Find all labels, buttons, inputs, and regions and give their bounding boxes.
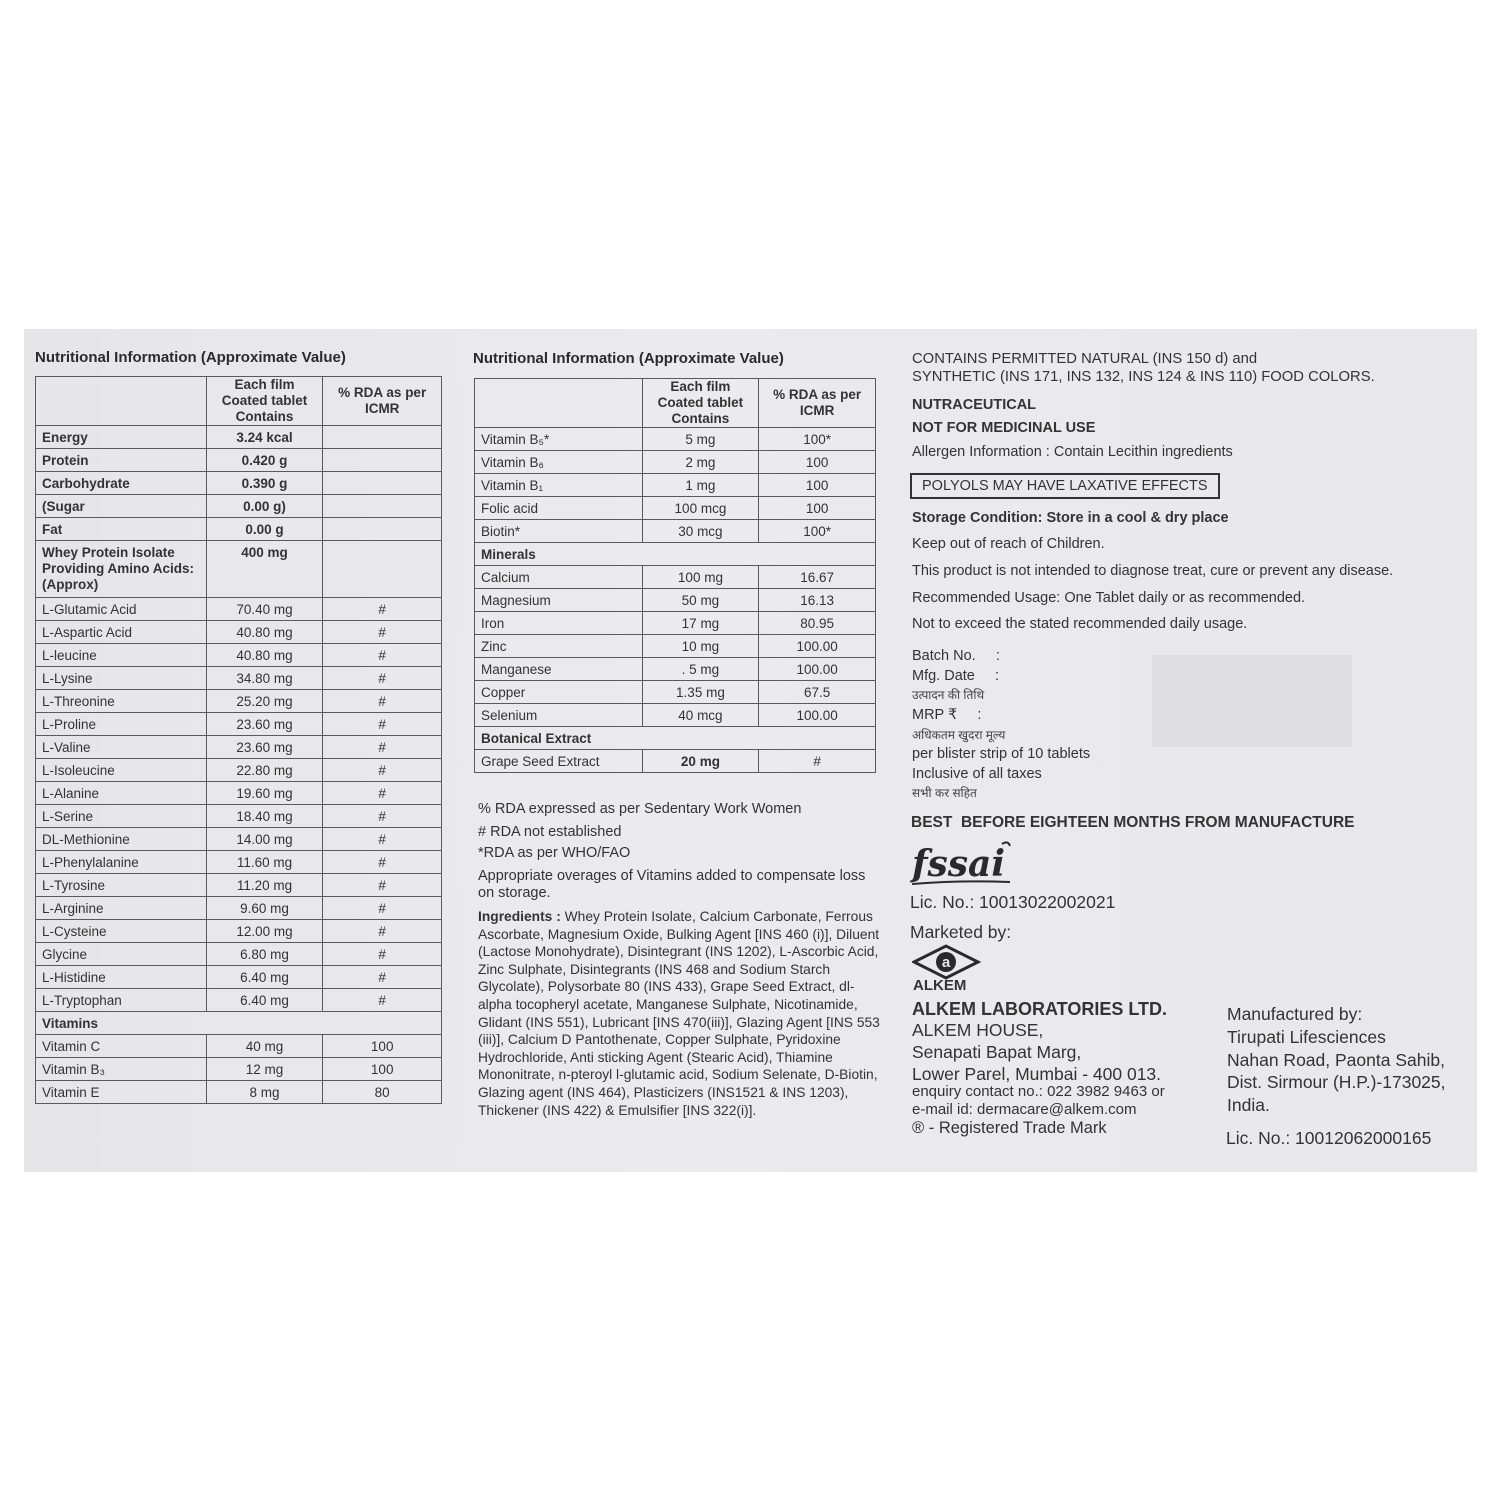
table-cell: 34.80 mg (206, 667, 323, 690)
middle-nutrition-table (474, 378, 876, 773)
enquiry-contact: enquiry contact no.: 022 3982 9463 or (912, 1083, 1165, 1100)
table-cell: Minerals (475, 543, 876, 566)
table-cell: 23.60 mg (206, 736, 323, 759)
table-cell: # (323, 736, 442, 759)
table-cell: 9.60 mg (206, 897, 323, 920)
table-cell: 30 mcg (642, 520, 759, 543)
table-row (36, 782, 442, 805)
table-row (475, 612, 876, 635)
table-cell (323, 495, 442, 518)
table-cell: 67.5 (759, 681, 876, 704)
table-cell: % RDA as per ICMR (323, 377, 442, 426)
rda-not-note: # RDA not established (478, 824, 622, 840)
table-cell: # (323, 943, 442, 966)
table-row (36, 828, 442, 851)
price-label-area (1152, 655, 1352, 747)
mfr-lic-no: Lic. No.: 10012062000165 (1226, 1128, 1432, 1148)
mfr-line4: India. (1227, 1095, 1270, 1115)
table-cell: L-Valine (36, 736, 207, 759)
mfr-line3: Dist. Sirmour (H.P.)-173025, (1227, 1072, 1446, 1092)
table-cell: Botanical Extract (475, 727, 876, 750)
table-cell: 100 (323, 1035, 442, 1058)
table-row (36, 1081, 442, 1104)
table-cell: Copper (475, 681, 643, 704)
table-row (36, 713, 442, 736)
ingredients (478, 908, 883, 1119)
table-row (475, 451, 876, 474)
mrp-hindi: अधिकतम खुदरा मूल्य (912, 728, 1006, 742)
table-cell: # (323, 644, 442, 667)
table-cell (323, 449, 442, 472)
table-row (36, 495, 442, 518)
table-cell: 0.00 g (206, 518, 323, 541)
table-cell: 40 mg (206, 1035, 323, 1058)
table-cell: 100.00 (759, 658, 876, 681)
table-cell (323, 541, 442, 598)
table-cell: Vitamin B₃ (36, 1058, 207, 1081)
table-row (36, 989, 442, 1012)
table-cell: # (323, 828, 442, 851)
table-cell: 1 mg (642, 474, 759, 497)
table-cell: L-Phenylalanine (36, 851, 207, 874)
table-cell: 100 (759, 474, 876, 497)
table-row (36, 621, 442, 644)
whey-row (36, 541, 442, 598)
table-cell: 6.40 mg (206, 966, 323, 989)
table-cell: L-Aspartic Acid (36, 621, 207, 644)
keep-out: Keep out of reach of Children. (912, 536, 1105, 552)
table-cell: Each film Coated tablet Contains (206, 377, 323, 426)
table-cell: Each film Coated tablet Contains (642, 379, 759, 428)
table-row (475, 497, 876, 520)
table-row (475, 635, 876, 658)
table-cell: 2 mg (642, 451, 759, 474)
table-row (475, 566, 876, 589)
mfg-date: Mfg. Date : (912, 668, 1000, 684)
table-cell: Vitamin B₆ (475, 451, 643, 474)
table-cell: 14.00 mg (206, 828, 323, 851)
table-cell: Grape Seed Extract (475, 750, 643, 773)
table-cell: . 5 mg (642, 658, 759, 681)
table-cell: 100.00 (759, 635, 876, 658)
per-strip: per blister strip of 10 tablets (912, 746, 1091, 762)
company-name: ALKEM LABORATORIES LTD. (912, 999, 1167, 1019)
table-cell: 3.24 kcal (206, 426, 323, 449)
table-cell: 80 (323, 1081, 442, 1104)
middle-table-title: Nutritional Information (Approximate Value) (473, 350, 784, 367)
not-exceed: Not to exceed the stated recommended daily usage. (912, 616, 1248, 632)
table-cell: Calcium (475, 566, 643, 589)
table-cell (475, 379, 643, 428)
table-cell: Vitamin E (36, 1081, 207, 1104)
address-line2: Senapati Bapat Marg, (912, 1042, 1082, 1062)
table-cell: Vitamin B₁ (475, 474, 643, 497)
table-cell: L-Serine (36, 805, 207, 828)
table-cell: # (323, 851, 442, 874)
inclusive-taxes: Inclusive of all taxes (912, 766, 1042, 782)
table-row (36, 920, 442, 943)
table-cell: # (323, 966, 442, 989)
polyols-warning (910, 473, 1220, 499)
table-cell: 100* (759, 428, 876, 451)
table-cell: 22.80 mg (206, 759, 323, 782)
table-cell: 40.80 mg (206, 621, 323, 644)
table-row (475, 428, 876, 451)
table-cell: Magnesium (475, 589, 643, 612)
table-cell: Vitamin B₅* (475, 428, 643, 451)
table-cell: 1.35 mg (642, 681, 759, 704)
rda-women-note: % RDA expressed as per Sedentary Work Women (478, 801, 802, 817)
alkem-logo-text: ALKEM (913, 977, 967, 994)
table-cell: # (323, 713, 442, 736)
mfr-line2: Nahan Road, Paonta Sahib, (1227, 1050, 1445, 1070)
table-cell: 100 (759, 497, 876, 520)
table-cell: 16.67 (759, 566, 876, 589)
table-row (36, 759, 442, 782)
svg-text:a: a (941, 954, 951, 971)
table-cell: 0.00 g) (206, 495, 323, 518)
section-row (475, 727, 876, 750)
table-row (36, 644, 442, 667)
table-cell: 80.95 (759, 612, 876, 635)
table-cell: L-Glutamic Acid (36, 598, 207, 621)
inclusive-hindi: सभी कर सहित (912, 786, 977, 800)
table-row (36, 472, 442, 495)
table-cell: Folic acid (475, 497, 643, 520)
table-cell: L-leucine (36, 644, 207, 667)
table-cell: L-Isoleucine (36, 759, 207, 782)
polyols-warning-text: POLYOLS MAY HAVE LAXATIVE EFFECTS (910, 473, 1220, 499)
table-cell: 16.13 (759, 589, 876, 612)
table-row (36, 874, 442, 897)
table-cell: # (323, 621, 442, 644)
table-cell: # (323, 874, 442, 897)
table-cell: 100 (323, 1058, 442, 1081)
table-row (36, 449, 442, 472)
table-cell: 6.40 mg (206, 989, 323, 1012)
table-cell: # (323, 667, 442, 690)
table-cell: 40.80 mg (206, 644, 323, 667)
table-row (475, 658, 876, 681)
table-cell: 6.80 mg (206, 943, 323, 966)
colors-line1: CONTAINS PERMITTED NATURAL (INS 150 d) and (912, 351, 1258, 367)
table-cell: 0.390 g (206, 472, 323, 495)
table-cell: # (323, 897, 442, 920)
table-cell: Whey Protein Isolate Providing Amino Acids: (Approx) (36, 541, 207, 598)
table-header-row (475, 379, 876, 428)
table-row (36, 1058, 442, 1081)
table-cell: Carbohydrate (36, 472, 207, 495)
table-row (36, 667, 442, 690)
table-cell: 40 mcg (642, 704, 759, 727)
table-row (36, 943, 442, 966)
table-cell: 12.00 mg (206, 920, 323, 943)
table-cell: 10 mg (642, 635, 759, 658)
not-medicinal-label: NOT FOR MEDICINAL USE (912, 420, 1096, 436)
table-cell: # (323, 989, 442, 1012)
not-intended: This product is not intended to diagnose treat, cure or prevent any disease. (912, 563, 1394, 579)
table-row (475, 704, 876, 727)
table-cell: Selenium (475, 704, 643, 727)
table-cell: 25.20 mg (206, 690, 323, 713)
table-row (36, 518, 442, 541)
table-header-row (36, 377, 442, 426)
table-cell: 11.60 mg (206, 851, 323, 874)
fssai-lic-no: Lic. No.: 10013022002021 (910, 892, 1116, 912)
best-before: BEST BEFORE EIGHTEEN MONTHS FROM MANUFACTURE (911, 814, 1355, 831)
table-cell: # (323, 782, 442, 805)
table-cell: L-Arginine (36, 897, 207, 920)
table-row (36, 598, 442, 621)
table-row (36, 736, 442, 759)
table-cell: 11.20 mg (206, 874, 323, 897)
left-nutrition-table (35, 376, 442, 1104)
table-cell: (Sugar (36, 495, 207, 518)
table-row (36, 690, 442, 713)
table-cell: 20 mg (642, 750, 759, 773)
rda-who-note: *RDA as per WHO/FAO (478, 845, 631, 861)
table-cell: # (323, 598, 442, 621)
email: e-mail id: dermacare@alkem.com (912, 1101, 1137, 1118)
section-row (36, 1012, 442, 1035)
table-cell (323, 518, 442, 541)
fssai-logo-text: fssai (912, 843, 1006, 885)
table-row (475, 474, 876, 497)
table-cell: DL-Methionine (36, 828, 207, 851)
table-row (36, 851, 442, 874)
table-cell: # (323, 805, 442, 828)
table-cell: # (323, 690, 442, 713)
table-row (36, 1035, 442, 1058)
table-cell: 70.40 mg (206, 598, 323, 621)
table-cell (323, 426, 442, 449)
table-cell: 400 mg (206, 541, 323, 598)
table-cell: % RDA as per ICMR (759, 379, 876, 428)
table-cell: L-Proline (36, 713, 207, 736)
table-row (475, 520, 876, 543)
overages-note: Appropriate overages of Vitamins added to compensate loss on storage. (478, 868, 866, 901)
nutraceutical-label: NUTRACEUTICAL (912, 397, 1037, 413)
table-row (36, 805, 442, 828)
mfr-line1: Tirupati Lifesciences (1227, 1027, 1386, 1047)
table-cell: 50 mg (642, 589, 759, 612)
table-cell: 0.420 g (206, 449, 323, 472)
table-cell: Vitamin C (36, 1035, 207, 1058)
table-cell: L-Cysteine (36, 920, 207, 943)
fssai-logo-icon (910, 838, 1014, 888)
ingredients-text: Whey Protein Isolate, Calcium Carbonate, Ferrous Ascorbate, Magnesium Oxide, Bulking Agent [INS 460 (i)], Diluent (Lactose Monohydrate), Disintegrant (INS 1202), L-Ascorbic Acid, Zinc Sulphate, Disintegrants (INS 468 and Sodium Starch Glycolate), Polysorbate 80 (INS 433), Grape Seed Extract, dl- alpha tocopheryl acetate, Manganese Sulphate, Nicotinamide, Glidant (INS 551), Lubricant [INS 470(iii)], Glazing Agent [INS 553 (iii)], Calcium D Pantothenate, Copper Sulphate, Pyridoxine Hydrochloride, Anti sticking Agent (Stearic Acid), Thiamine Mononitrate, n-pteroyl l-glutamic acid, Sodium Selenate, D-Biotin, Glazing agent (INS 464), Plasticizers (INS1521 & INS 1203), Thickener (INS 422) & Emulsifier [INS 322(i)]. (478, 909, 880, 1118)
table-cell: 100* (759, 520, 876, 543)
table-cell: 17 mg (642, 612, 759, 635)
table-cell: Protein (36, 449, 207, 472)
table-cell: 100 mcg (642, 497, 759, 520)
recommended-usage: Recommended Usage: One Tablet daily or as recommended. (912, 590, 1306, 606)
ingredients-label: Ingredients : (478, 909, 561, 924)
table-cell: L-Histidine (36, 966, 207, 989)
address-line3: Lower Parel, Mumbai - 400 013. (912, 1064, 1162, 1084)
table-cell: 23.60 mg (206, 713, 323, 736)
table-cell: 18.40 mg (206, 805, 323, 828)
mfg-date-hindi: उत्पादन की तिथि (912, 688, 985, 702)
table-cell: L-Lysine (36, 667, 207, 690)
table-cell: L-Threonine (36, 690, 207, 713)
trademark: ® - Registered Trade Mark (912, 1119, 1107, 1137)
table-cell: # (759, 750, 876, 773)
table-cell: 19.60 mg (206, 782, 323, 805)
allergen-info: Allergen Information : Contain Lecithin ingredients (912, 444, 1233, 460)
table-cell: L-Alanine (36, 782, 207, 805)
table-cell: Vitamins (36, 1012, 442, 1035)
table-cell: # (323, 759, 442, 782)
table-cell: 12 mg (206, 1058, 323, 1081)
table-cell: 8 mg (206, 1081, 323, 1104)
section-row (475, 543, 876, 566)
table-cell: Energy (36, 426, 207, 449)
table-cell: Biotin* (475, 520, 643, 543)
table-cell: Iron (475, 612, 643, 635)
table-cell: 100 (759, 451, 876, 474)
table-cell: 100.00 (759, 704, 876, 727)
table-row (36, 966, 442, 989)
table-cell: Fat (36, 518, 207, 541)
table-row (475, 750, 876, 773)
manufactured-by: Manufactured by: (1227, 1004, 1363, 1024)
table-row (475, 681, 876, 704)
table-cell: # (323, 920, 442, 943)
table-cell (36, 377, 207, 426)
alkem-logo-icon (912, 944, 982, 980)
table-row (475, 589, 876, 612)
table-cell: Zinc (475, 635, 643, 658)
table-cell: Manganese (475, 658, 643, 681)
mrp: MRP ₹ : (912, 707, 982, 723)
table-cell: 5 mg (642, 428, 759, 451)
table-cell: 100 mg (642, 566, 759, 589)
colors-line2: SYNTHETIC (INS 171, INS 132, INS 124 & INS 110) FOOD COLORS. (912, 369, 1375, 385)
left-table-title: Nutritional Information (Approximate Value) (35, 349, 346, 366)
table-row (36, 897, 442, 920)
storage-condition: Storage Condition: Store in a cool & dry place (912, 510, 1229, 526)
table-cell: L-Tyrosine (36, 874, 207, 897)
batch-no: Batch No. : (912, 648, 1000, 664)
marketed-by: Marketed by: (910, 922, 1012, 942)
table-cell: L-Tryptophan (36, 989, 207, 1012)
table-row (36, 426, 442, 449)
table-cell (323, 472, 442, 495)
table-cell: Glycine (36, 943, 207, 966)
address-line1: ALKEM HOUSE, (912, 1020, 1044, 1040)
